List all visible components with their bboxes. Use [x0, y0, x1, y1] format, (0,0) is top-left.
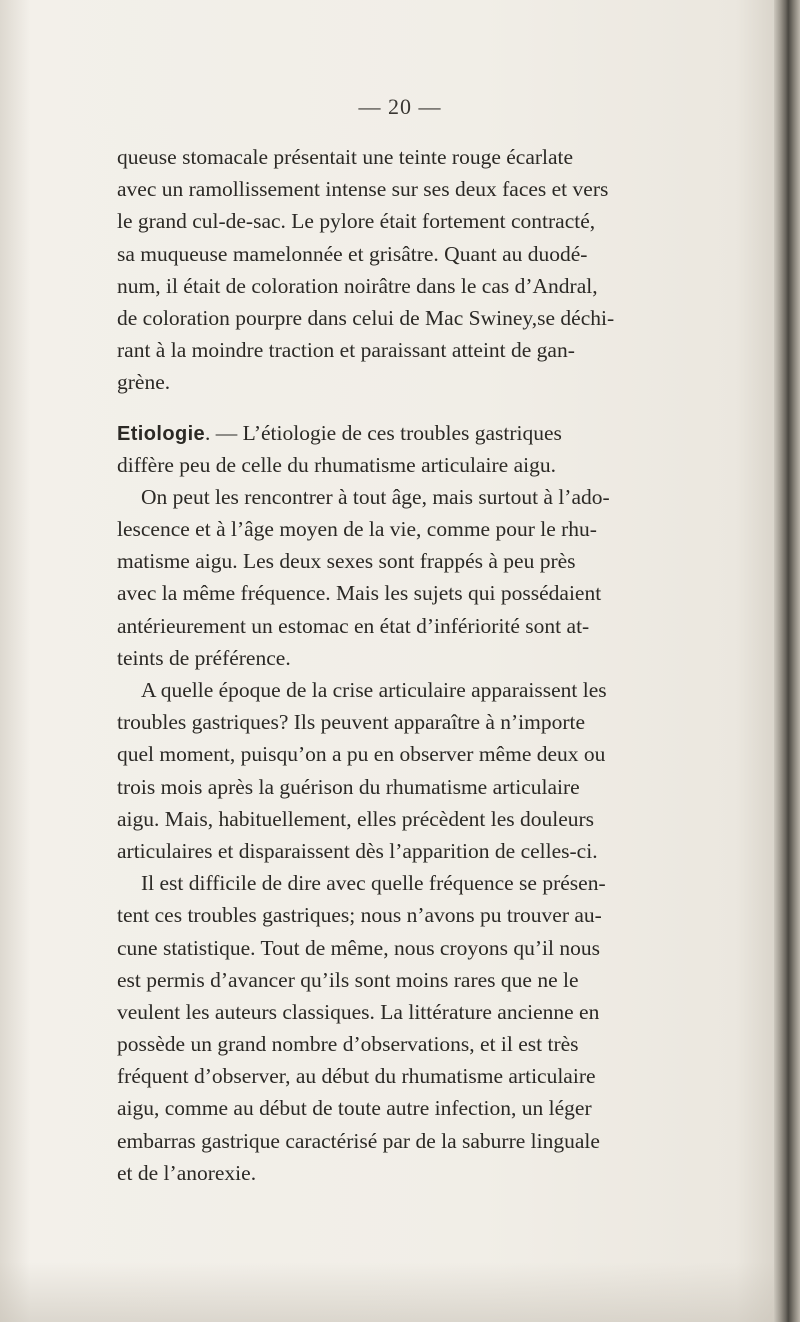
section-heading: Etiologie: [117, 422, 206, 445]
text-line: Il est difficile de dire avec quelle fréquence se présen-: [141, 871, 606, 896]
text-line: tent ces troubles gastriques; nous n’avons pu trouver au-: [117, 903, 602, 928]
text-line: quel moment, puisqu’on a pu en observer même deux ou: [117, 742, 606, 767]
text-line: cune statistique. Tout de même, nous croyons qu’il nous: [117, 935, 600, 960]
text-line: trois mois après la guérison du rhumatisme articulaire: [117, 774, 580, 799]
text-line: de coloration pourpre dans celui de Mac Swiney,se déchi-: [117, 305, 615, 330]
paragraph-age-and-sex: [117, 481, 777, 674]
text-line: avec la même fréquence. Mais les sujets qui possédaient: [117, 581, 602, 606]
text-line: rant à la moindre traction et paraissant atteint de gan-: [117, 338, 575, 363]
text-line: veulent les auteurs classiques. La littérature ancienne en: [117, 999, 600, 1024]
paragraph-etiology-intro: [117, 417, 777, 481]
text-line: sa muqueuse mamelonnée et grisâtre. Quant au duodé-: [117, 241, 588, 266]
paragraph-timing: [117, 674, 777, 867]
text-line: antérieurement un estomac en état d’infériorité sont at-: [117, 613, 590, 638]
text-line: A quelle époque de la crise articulaire apparaissent les: [141, 678, 607, 702]
paragraph-autopsy-findings: [117, 141, 777, 399]
text-line: grène.: [117, 370, 171, 395]
text-line: matisme aigu. Les deux sexes sont frappés à peu près: [117, 549, 576, 574]
text-line: et de l’anorexie.: [117, 1160, 257, 1185]
text-line: troubles gastriques? Ils peuvent apparaître à n’importe: [117, 710, 586, 735]
text-line: diffère peu de celle du rhumatisme articulaire aigu.: [117, 452, 556, 477]
text-line: On peut les rencontrer à tout âge, mais surtout à l’ado-: [141, 484, 610, 509]
section-gap: [117, 399, 777, 417]
text-line: embarras gastrique caractérisé par de la saburre linguale: [117, 1128, 600, 1153]
body-text: [117, 141, 777, 1189]
book-binding-edge: [774, 0, 800, 1322]
text-line: fréquent d’observer, au début du rhumatisme articulaire: [117, 1064, 596, 1089]
heading-continuation: . — L’étiologie de ces troubles gastriques: [205, 420, 562, 445]
text-line: le grand cul-de-sac. Le pylore était fortement contracté,: [117, 209, 596, 234]
text-line: teints de préférence.: [117, 645, 291, 670]
text-line: est permis d’avancer qu’ils sont moins rares que ne le: [117, 967, 579, 992]
text-line: queuse stomacale présentait une teinte rouge écarlate: [117, 145, 574, 169]
text-line: [117, 417, 777, 449]
text-line: aigu. Mais, habituellement, elles précèdent les douleurs: [117, 806, 595, 831]
text-line: num, il était de coloration noirâtre dans le cas d’Andral,: [117, 273, 598, 298]
text-line: possède un grand nombre d’observations, et il est très: [117, 1032, 579, 1057]
text-line: lescence et à l’âge moyen de la vie, comme pour le rhu-: [117, 517, 597, 542]
text-line: avec un ramollissement intense sur ses deux faces et vers: [117, 177, 609, 202]
page-number: — 20 —: [358, 94, 442, 119]
paragraph-frequency: [117, 867, 777, 1189]
page-bottom-shadow: [0, 1262, 774, 1322]
text-line: articulaires et disparaissent dès l’apparition de celles-ci.: [117, 838, 598, 863]
text-line: aigu, comme au début de toute autre infection, un léger: [117, 1096, 592, 1121]
